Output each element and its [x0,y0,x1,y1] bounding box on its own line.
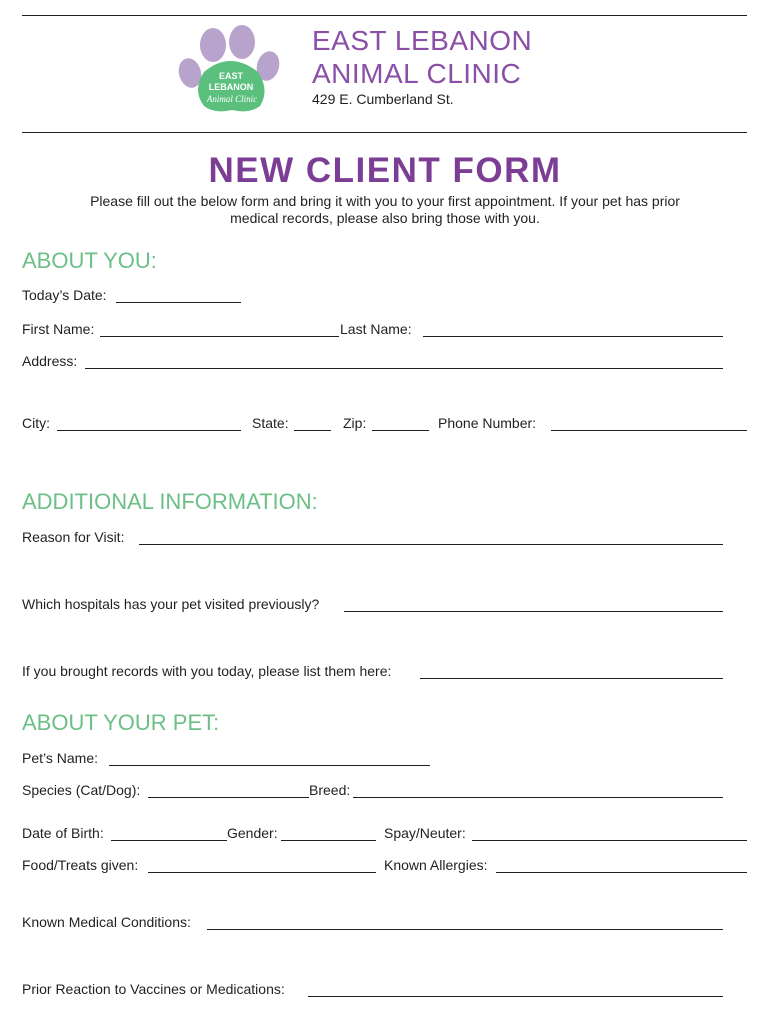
intro-text [40,193,730,227]
food-treats-label: Food/Treats given: [22,857,139,873]
clinic-name-line2: ANIMAL CLINIC [312,58,522,89]
intro-line-1: Please fill out the below form and bring it with you to your first appointment. If your pet has prior [90,193,680,209]
section-about-your-pet: ABOUT YOUR PET: [22,710,220,735]
clinic-address: 429 E. Cumberland St. [312,91,454,107]
records-field[interactable] [420,678,723,679]
zip-field[interactable] [372,430,429,431]
spay-neuter-label: Spay/Neuter: [384,825,466,841]
gender-field[interactable] [281,840,376,841]
breed-field[interactable] [353,797,723,798]
state-field[interactable] [294,430,331,431]
state-label: State: [252,415,289,431]
logo-text-clinic: Animal Clinic [206,94,258,104]
species-label: Species (Cat/Dog): [22,782,141,798]
todays-date-field[interactable] [116,302,241,303]
last-name-field[interactable] [423,336,723,337]
first-name-label: First Name: [22,321,95,337]
phone-label: Phone Number: [438,415,537,431]
pet-name-label: Pet’s Name: [22,750,98,766]
first-name-field[interactable] [100,336,339,337]
pet-name-field[interactable] [109,765,430,766]
logo-text-east: EAST [218,71,244,81]
records-label: If you brought records with you today, please list them here: [22,663,392,679]
hospitals-field[interactable] [344,611,723,612]
intro-line-2: medical records, please also bring those with you. [230,210,540,226]
gender-label: Gender: [227,825,278,841]
species-field[interactable] [148,797,309,798]
paw-logo [170,20,290,120]
prior-reaction-label: Prior Reaction to Vaccines or Medications: [22,981,285,997]
reason-field[interactable] [139,544,723,545]
logo-text-lebanon: LEBANON [208,82,254,92]
section-additional-information: ADDITIONAL INFORMATION: [22,489,318,514]
medical-conditions-field[interactable] [207,929,723,930]
address-label: Address: [22,353,78,369]
medical-conditions-label: Known Medical Conditions: [22,914,191,930]
last-name-label: Last Name: [340,321,412,337]
todays-date-label: Today’s Date: [22,287,107,303]
city-field[interactable] [57,430,241,431]
allergies-label: Known Allergies: [384,857,488,873]
zip-label: Zip: [343,415,367,431]
phone-field[interactable] [551,430,747,431]
hospitals-label: Which hospitals has your pet visited previously? [22,596,320,612]
top-rule [22,15,747,16]
form-title: NEW CLIENT FORM [208,151,562,190]
prior-reaction-field[interactable] [308,996,723,997]
dob-field[interactable] [111,840,227,841]
reason-label: Reason for Visit: [22,529,125,545]
food-treats-field[interactable] [148,872,376,873]
allergies-field[interactable] [496,872,747,873]
spay-neuter-field[interactable] [472,840,747,841]
address-field[interactable] [85,368,723,369]
header-bottom-rule [22,132,747,133]
city-label: City: [22,415,50,431]
clinic-name-line1: EAST LEBANON [312,25,533,56]
breed-label: Breed: [309,782,351,798]
section-about-you: ABOUT YOU: [22,248,157,273]
dob-label: Date of Birth: [22,825,104,841]
